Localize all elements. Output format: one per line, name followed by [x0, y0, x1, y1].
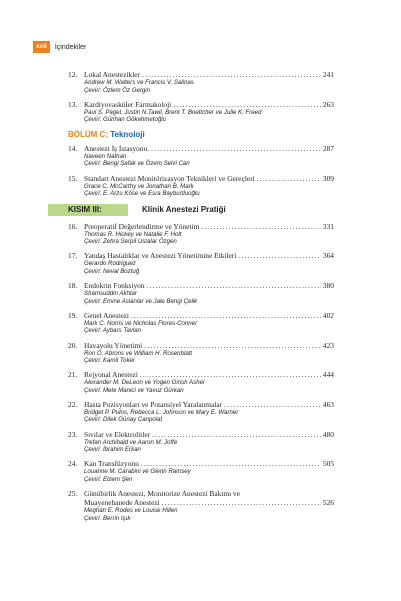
dot-leader [131, 311, 321, 320]
chapter-title: Genel Anestezi [84, 310, 129, 320]
page-number: 463 [322, 399, 334, 409]
toc-entry [68, 399, 334, 424]
dot-leader [173, 100, 321, 109]
page-number-badge: xxii [33, 41, 50, 53]
chapter-title: Kan Transfüzyonu [84, 459, 139, 469]
toc-entry [68, 370, 334, 394]
toc-line [84, 430, 334, 439]
toc-entry [68, 221, 334, 246]
section-heading-teknoloji [68, 130, 334, 140]
chapter-authors: Meghan E. Rodes ve Louise Hillen [84, 506, 178, 514]
chapter-title: Havayolu Yönetimi [84, 340, 143, 350]
toc-line [84, 144, 334, 153]
running-title: İçindekiler [54, 43, 87, 51]
chapter-authors: Andrew M. Walters ve Francis V. Salinas [84, 79, 194, 86]
chapter-authors: Naveen Nathan [84, 152, 127, 160]
chapter-authors: Louanne M. Carabini ve Glenn Ramsey [84, 468, 191, 476]
dot-leader [201, 222, 321, 231]
chapter-title: Lokal Anestezikler [84, 70, 141, 79]
toc-line [84, 100, 334, 109]
chapter-translators: Çeviri: Mete Manici ve Yavuz Gürkan [84, 386, 184, 394]
chapter-title: Endokrin Fonksiyon [84, 281, 145, 291]
page-number: 402 [322, 310, 334, 320]
chapter-authors: Gerardo Rodriguez [84, 260, 136, 268]
chapter-translators: Çeviri: E. Arzu Köse ve Esra Bayburtluoğlu [84, 190, 200, 198]
chapter-translators: Çeviri: Zehra Serpil Ustalar Özgen [84, 238, 177, 246]
toc-line [84, 459, 334, 468]
chapter-number: 13. [68, 99, 78, 109]
chapter-authors: Alexander M. DeLeon ve Yogen Girish Asher [84, 379, 205, 387]
dot-leader [151, 144, 321, 153]
chapter-title: Preoperatif Değerlendirme ve Yönetim [84, 221, 200, 231]
chapter-authors: Shamsuddin Akhtar [84, 290, 137, 298]
toc-line [84, 251, 334, 260]
toc-line [84, 498, 334, 507]
page-number: 423 [322, 340, 334, 350]
chapter-number: 18. [68, 281, 78, 291]
part-heading-klinik-anestezi [48, 204, 334, 216]
chapter-number: 23. [68, 429, 78, 439]
page-number: 287 [322, 143, 334, 153]
toc-line [84, 311, 334, 320]
chapter-title: Kardiyovasküler Farmakoloji [84, 99, 172, 109]
chapter-translators: Çeviri: Özlem Öz Gergin [84, 86, 151, 94]
page-number: 526 [322, 497, 334, 507]
chapter-translators: Çeviri: İbrahim Erkan [84, 446, 141, 454]
toc-entry [68, 99, 334, 124]
chapter-authors: Trefan Archibald ve Aaron M. Joffe [84, 438, 178, 446]
chapter-number: 16. [68, 221, 78, 231]
section-name: Teknoloji [110, 129, 145, 139]
part-label: KISIM III: [48, 204, 128, 216]
chapter-title: Rejyonal Anestezi [84, 370, 138, 380]
chapter-translators: Çeviri: Berrin Işık [84, 514, 131, 522]
chapter-title-line: Günübirlik Anestezi, Monitorize Anestezi Bakımı ve [84, 488, 240, 498]
chapter-translators: Çeviri: Bengi Şafak ve Özem Selvi Can [84, 160, 190, 168]
chapter-authors: Bridget P. Pulos, Rebecca L. Johnson ve Mary E. Warner [84, 408, 239, 416]
toc-line [84, 222, 334, 231]
chapter-number: 15. [68, 173, 78, 183]
toc-entry [68, 173, 334, 198]
page-header [33, 41, 86, 53]
toc-line [84, 174, 334, 183]
toc-entry [68, 488, 334, 522]
chapter-title: Yandaş Hastalıklar ve Anestezi Yönetimine Etkileri [84, 251, 237, 261]
page-number: 480 [322, 429, 334, 439]
chapter-translators: Çeviri: Aybars Tavlan [84, 327, 142, 335]
page-number: 380 [322, 281, 334, 291]
dot-leader [144, 341, 321, 350]
toc-entry [68, 429, 334, 454]
toc-group [68, 70, 334, 124]
chapter-number: 22. [68, 399, 78, 409]
chapter-translators: Çeviri: Dilek Günay Canpolat [84, 416, 163, 424]
page-number: 444 [322, 370, 334, 380]
toc-entry [68, 459, 334, 483]
chapter-translators: Çeviri: Elzem Şen [84, 475, 133, 483]
toc-line [84, 341, 334, 350]
toc-entry [68, 70, 334, 94]
section-label: BÖLÜM C: [68, 129, 108, 139]
chapter-number: 20. [68, 340, 78, 350]
toc-line [84, 281, 334, 290]
page-number: 505 [322, 459, 334, 469]
dot-leader [142, 70, 321, 79]
chapter-authors: Thomas R. Hickey ve Natalie F. Holt [84, 230, 182, 238]
chapter-authors: Grace C. McCarthy ve Jonathan B. Mark [84, 182, 194, 190]
page-number: 309 [322, 173, 334, 183]
page-number: 331 [322, 221, 334, 231]
chapter-number: 24. [68, 459, 78, 469]
dot-leader [257, 174, 321, 183]
toc-line [84, 370, 334, 379]
page-number: 364 [322, 251, 334, 261]
toc-entry [68, 310, 334, 335]
dot-leader [141, 459, 321, 468]
dot-leader [147, 281, 321, 290]
chapter-title: Anestezi İş İstasyonu. [84, 143, 150, 153]
toc-entry [68, 143, 334, 168]
chapter-number: 17. [68, 251, 78, 261]
chapter-title: Standart Anestezi Monitörizasyon Teknikleri ve Gereçleri [84, 173, 255, 183]
chapter-authors: Mark C. Norris ve Nicholas Flores-Conner [84, 319, 198, 327]
dot-leader [162, 498, 321, 507]
toc-group [68, 221, 334, 522]
chapter-number: 14. [68, 143, 78, 153]
dot-leader [140, 370, 321, 379]
toc-entry [68, 251, 334, 276]
dot-leader [224, 400, 321, 409]
toc-line [84, 400, 334, 409]
toc-line [84, 70, 334, 79]
chapter-translators: Çeviri: Kamil Toker [84, 357, 135, 365]
toc-entry [68, 340, 334, 365]
chapter-number: 19. [68, 310, 78, 320]
chapter-title: Muayenehanede Anestezi [84, 497, 160, 507]
chapter-title: Hasta Pozisyonları ve Potansiyel Yaralanmalar [84, 399, 223, 409]
chapter-translators: Çeviri: Neval Boztuğ [84, 268, 140, 276]
table-of-contents [68, 70, 334, 528]
dot-leader [152, 430, 321, 439]
toc-entry [68, 281, 334, 305]
chapter-number: 12. [68, 70, 78, 79]
toc-group [68, 143, 334, 198]
chapter-number: 21. [68, 370, 78, 380]
dot-leader [238, 251, 321, 260]
chapter-title: Sıvılar ve Elektrolitler [84, 429, 151, 439]
chapter-translators: Çeviri: Emine Aslanlar ve Jale Bengi Çelik [84, 297, 198, 305]
part-name: Klinik Anestezi Pratiği [142, 205, 226, 215]
chapter-translators: Çeviri: Günhan Gökahmetoğlu [84, 116, 166, 124]
chapter-authors: Paul S. Pagel, Justin N.Tawil, Brent T. Boettcher ve Julie K. Freed [84, 108, 262, 116]
chapter-authors: Ron O. Abrons ve William H. Rosenblatt [84, 349, 193, 357]
chapter-number: 25. [68, 488, 78, 498]
page-number: 263 [322, 99, 334, 109]
page-number: 241 [322, 70, 334, 79]
